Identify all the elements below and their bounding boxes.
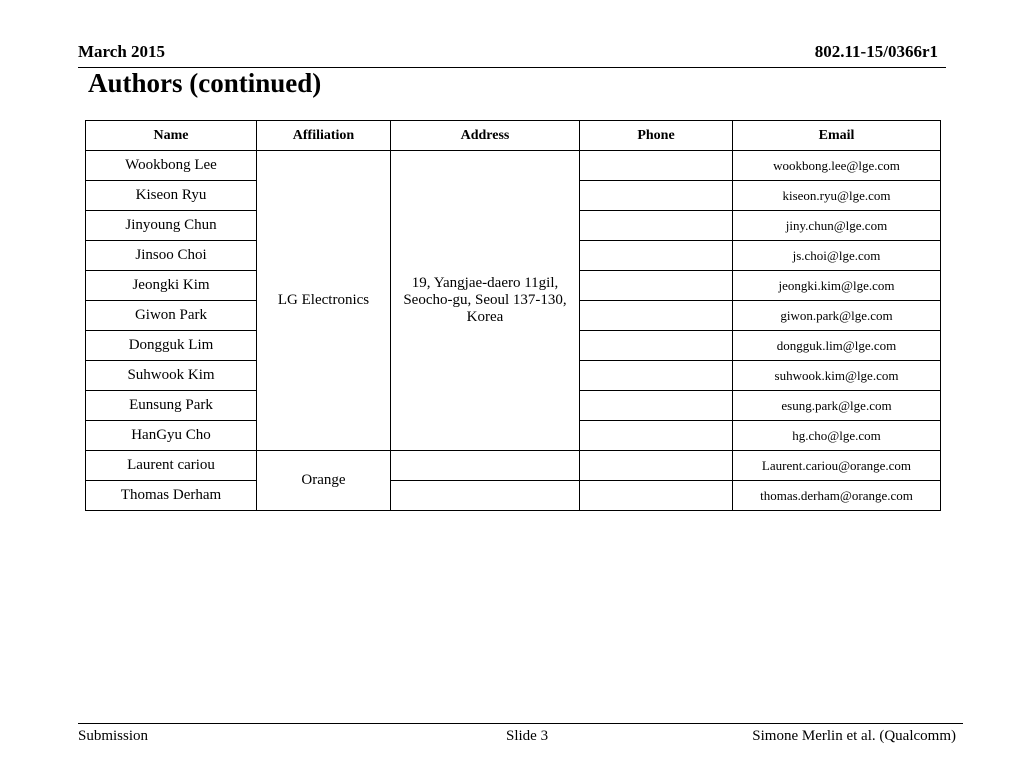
author-name-cell: Eunsung Park [86, 391, 257, 421]
phone-cell [580, 271, 733, 301]
author-name-cell: Dongguk Lim [86, 331, 257, 361]
author-name-cell: Thomas Derham [86, 481, 257, 511]
author-name-cell: Giwon Park [86, 301, 257, 331]
phone-cell [580, 481, 733, 511]
email-cell: hg.cho@lge.com [733, 421, 941, 451]
email-cell: Laurent.cariou@orange.com [733, 451, 941, 481]
email-cell: kiseon.ryu@lge.com [733, 181, 941, 211]
slide-title: Authors (continued) [88, 68, 322, 98]
authors-table [85, 120, 941, 511]
address-cell: 19, Yangjae-daero 11gil, Seocho-gu, Seoul 137-130, Korea [391, 151, 580, 451]
author-name-cell: HanGyu Cho [86, 421, 257, 451]
phone-cell [580, 421, 733, 451]
phone-cell [580, 181, 733, 211]
affiliation-cell: Orange [257, 451, 391, 511]
table-row [86, 451, 941, 481]
author-name-cell: Jinyoung Chun [86, 211, 257, 241]
phone-cell [580, 361, 733, 391]
column-header-name: Name [86, 121, 257, 151]
phone-cell [580, 451, 733, 481]
email-cell: dongguk.lim@lge.com [733, 331, 941, 361]
email-cell: wookbong.lee@lge.com [733, 151, 941, 181]
email-cell: js.choi@lge.com [733, 241, 941, 271]
email-cell: jiny.chun@lge.com [733, 211, 941, 241]
author-name-cell: Kiseon Ryu [86, 181, 257, 211]
address-cell [391, 481, 580, 511]
author-name-cell: Jeongki Kim [86, 271, 257, 301]
column-header-email: Email [733, 121, 941, 151]
author-name-cell: Laurent cariou [86, 451, 257, 481]
column-header-affiliation: Affiliation [257, 121, 391, 151]
table-row [86, 151, 941, 181]
author-name-cell: Wookbong Lee [86, 151, 257, 181]
email-cell: suhwook.kim@lge.com [733, 361, 941, 391]
footer-rule [78, 723, 963, 724]
column-header-phone: Phone [580, 121, 733, 151]
author-name-cell: Suhwook Kim [86, 361, 257, 391]
phone-cell [580, 391, 733, 421]
email-cell: jeongki.kim@lge.com [733, 271, 941, 301]
email-cell: giwon.park@lge.com [733, 301, 941, 331]
phone-cell [580, 211, 733, 241]
footer-slide-number: Slide 3 [506, 728, 549, 744]
affiliation-cell: LG Electronics [257, 151, 391, 451]
phone-cell [580, 241, 733, 271]
authors-table-body [86, 151, 941, 511]
phone-cell [580, 331, 733, 361]
author-name-cell: Jinsoo Choi [86, 241, 257, 271]
email-cell: thomas.derham@orange.com [733, 481, 941, 511]
footer-author: Simone Merlin et al. (Qualcomm) [752, 728, 956, 744]
table-header-row [86, 121, 941, 151]
phone-cell [580, 151, 733, 181]
address-cell [391, 451, 580, 481]
header-doc-id: 802.11-15/0366r1 [814, 42, 938, 61]
table-row [86, 481, 941, 511]
column-header-address: Address [391, 121, 580, 151]
phone-cell [580, 301, 733, 331]
email-cell: esung.park@lge.com [733, 391, 941, 421]
footer-submission: Submission [78, 728, 149, 744]
header-date: March 2015 [78, 42, 166, 61]
